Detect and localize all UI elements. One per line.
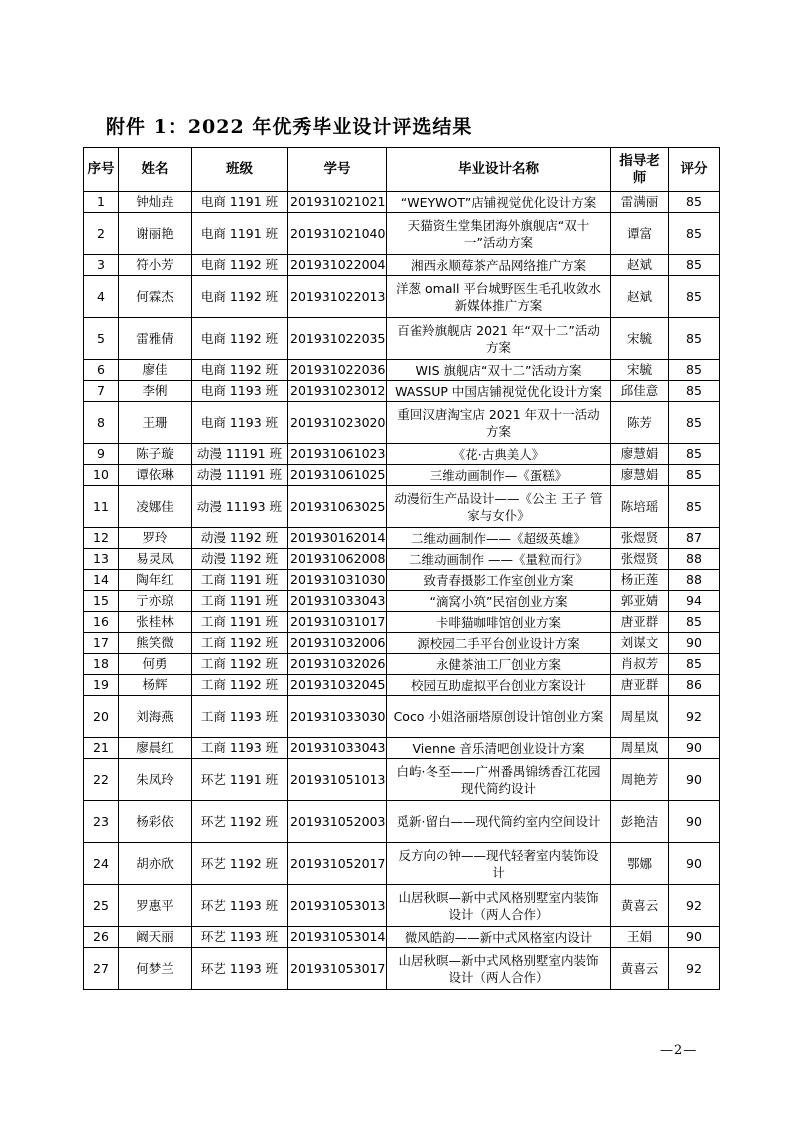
cell-class: 工商 1192 班 [192,654,288,675]
cell-project: 三维动画制作—《蛋糕》 [387,465,611,486]
table-row [84,444,720,465]
cell-student-id: 201931033030 [288,696,387,738]
cell-class: 工商 1192 班 [192,675,288,696]
cell-student-id: 201931053017 [288,948,387,990]
cell-score: 94 [669,591,720,612]
table-row [84,885,720,927]
cell-student-id: 201931022004 [288,255,387,276]
cell-seq: 16 [84,612,119,633]
cell-student-id: 201930162014 [288,528,387,549]
cell-name: 谭依琳 [119,465,192,486]
cell-project: WASSUP 中国店铺视觉优化设计方案 [387,381,611,402]
cell-advisor: 宋毓 [611,318,669,360]
cell-class: 电商 1192 班 [192,360,288,381]
cell-project: 白屿·冬至——广州番禺锦绣香江花园现代简约设计 [387,759,611,801]
cell-advisor: 陈芳 [611,402,669,444]
cell-score: 90 [669,633,720,654]
cell-score: 92 [669,948,720,990]
cell-class: 动漫 11191 班 [192,465,288,486]
cell-student-id: 201931022013 [288,276,387,318]
cell-score: 85 [669,276,720,318]
cell-student-id: 201931061025 [288,465,387,486]
table-row [84,192,720,213]
cell-student-id: 201931031017 [288,612,387,633]
cell-advisor: 周星岚 [611,738,669,759]
cell-student-id: 201931022035 [288,318,387,360]
cell-class: 环艺 1191 班 [192,759,288,801]
cell-name: 罗惠平 [119,885,192,927]
cell-class: 电商 1193 班 [192,402,288,444]
table-row [84,549,720,570]
table-row [84,759,720,801]
header-advisor: 指导老师 [611,148,669,192]
cell-name: 易灵凤 [119,549,192,570]
cell-advisor: 周艳芳 [611,759,669,801]
cell-project: 二维动画制作 ——《量粒而行》 [387,549,611,570]
cell-name: 何霖杰 [119,276,192,318]
cell-score: 85 [669,402,720,444]
cell-name: 陈子璇 [119,444,192,465]
table-row [84,927,720,948]
cell-seq: 26 [84,927,119,948]
cell-score: 90 [669,738,720,759]
cell-score: 88 [669,570,720,591]
table-row [84,360,720,381]
cell-name: 王珊 [119,402,192,444]
cell-score: 85 [669,318,720,360]
cell-advisor: 唐亚群 [611,675,669,696]
cell-project: 源校园二手平台创业设计方案 [387,633,611,654]
cell-advisor: 廖慧娟 [611,444,669,465]
table-row [84,528,720,549]
table-row [84,276,720,318]
cell-advisor: 彭艳洁 [611,801,669,843]
cell-seq: 15 [84,591,119,612]
cell-name: 亍亦琼 [119,591,192,612]
cell-project: 动漫衍生产品设计——《公主 王子 管家与女仆》 [387,486,611,528]
cell-class: 工商 1193 班 [192,696,288,738]
cell-score: 92 [669,885,720,927]
table-row [84,654,720,675]
cell-name: 杨彩依 [119,801,192,843]
cell-name: 熊笑微 [119,633,192,654]
table-header-row [84,148,720,192]
cell-name: 谢丽艳 [119,213,192,255]
cell-score: 85 [669,381,720,402]
cell-name: 李俐 [119,381,192,402]
cell-seq: 20 [84,696,119,738]
table-row [84,948,720,990]
cell-seq: 19 [84,675,119,696]
table-row [84,738,720,759]
cell-project: Coco 小姐洛丽塔原创设计馆创业方案 [387,696,611,738]
cell-project: 《花·古典美人》 [387,444,611,465]
cell-student-id: 201931062008 [288,549,387,570]
cell-seq: 3 [84,255,119,276]
table-row [84,213,720,255]
cell-name: 胡亦欣 [119,843,192,885]
cell-name: 杨辉 [119,675,192,696]
cell-seq: 11 [84,486,119,528]
cell-advisor: 周星岚 [611,696,669,738]
cell-project: 永健茶油工厂创业方案 [387,654,611,675]
cell-project: 天猫资生堂集团海外旗舰店“双十一”活动方案 [387,213,611,255]
cell-class: 环艺 1193 班 [192,927,288,948]
cell-advisor: 刘谋文 [611,633,669,654]
cell-student-id: 201931063025 [288,486,387,528]
cell-advisor: 邱佳意 [611,381,669,402]
cell-class: 环艺 1193 班 [192,885,288,927]
table-row [84,318,720,360]
table-row [84,570,720,591]
cell-advisor: 黄喜云 [611,948,669,990]
cell-score: 85 [669,360,720,381]
cell-class: 动漫 1192 班 [192,549,288,570]
cell-name: 何勇 [119,654,192,675]
cell-project: 致青春摄影工作室创业方案 [387,570,611,591]
cell-project: 山居秋暝—新中式风格别墅室内装饰设计（两人合作） [387,885,611,927]
cell-name: 阚天丽 [119,927,192,948]
cell-score: 92 [669,696,720,738]
cell-name: 符小芳 [119,255,192,276]
cell-class: 工商 1193 班 [192,738,288,759]
cell-score: 90 [669,759,720,801]
cell-name: 钟灿垚 [119,192,192,213]
cell-seq: 4 [84,276,119,318]
cell-name: 罗玲 [119,528,192,549]
cell-project: Vienne 音乐清吧创业设计方案 [387,738,611,759]
cell-student-id: 201931032006 [288,633,387,654]
cell-project: WIS 旗舰店“双十二”活动方案 [387,360,611,381]
header-project: 毕业设计名称 [387,148,611,192]
cell-class: 电商 1193 班 [192,381,288,402]
cell-project: 校园互助虚拟平台创业方案设计 [387,675,611,696]
table-row [84,612,720,633]
cell-name: 陶年红 [119,570,192,591]
cell-seq: 23 [84,801,119,843]
cell-name: 廖晨红 [119,738,192,759]
cell-seq: 17 [84,633,119,654]
cell-project: 微风皓韵——新中式风格室内设计 [387,927,611,948]
cell-student-id: 201931052003 [288,801,387,843]
header-seq: 序号 [84,148,119,192]
cell-seq: 22 [84,759,119,801]
cell-seq: 25 [84,885,119,927]
cell-class: 动漫 11191 班 [192,444,288,465]
cell-score: 85 [669,255,720,276]
cell-student-id: 201931061023 [288,444,387,465]
cell-student-id: 201931023012 [288,381,387,402]
cell-name: 雷雅倩 [119,318,192,360]
cell-name: 廖佳 [119,360,192,381]
table-row [84,381,720,402]
cell-seq: 2 [84,213,119,255]
cell-class: 电商 1192 班 [192,276,288,318]
cell-advisor: 谭富 [611,213,669,255]
cell-project: 卡啡猫咖啡馆创业方案 [387,612,611,633]
cell-project: 山居秋暝—新中式风格别墅室内装饰设计（两人合作） [387,948,611,990]
header-student-id: 学号 [288,148,387,192]
table-row [84,591,720,612]
cell-project: 湘西永顺莓茶产品网络推广方案 [387,255,611,276]
cell-student-id: 201931032026 [288,654,387,675]
header-score: 评分 [669,148,720,192]
cell-class: 工商 1191 班 [192,591,288,612]
cell-name: 张桂林 [119,612,192,633]
header-name: 姓名 [119,148,192,192]
cell-student-id: 201931021040 [288,213,387,255]
table-row [84,675,720,696]
page-title: 附件 1：2022 年优秀毕业设计评选结果 [106,116,473,138]
table-row [84,633,720,654]
cell-advisor: 黄喜云 [611,885,669,927]
cell-class: 环艺 1193 班 [192,948,288,990]
cell-project: 百雀羚旗舰店 2021 年“双十二”活动方案 [387,318,611,360]
cell-student-id: 201931051013 [288,759,387,801]
table-row [84,486,720,528]
cell-seq: 12 [84,528,119,549]
cell-project: 洋葱 omall 平台城野医生毛孔收敛水新媒体推广方案 [387,276,611,318]
cell-student-id: 201931022036 [288,360,387,381]
cell-project: 二维动画制作——《超级英雄》 [387,528,611,549]
cell-class: 动漫 11193 班 [192,486,288,528]
cell-seq: 13 [84,549,119,570]
cell-project: “WEYWOT”店铺视觉优化设计方案 [387,192,611,213]
cell-class: 环艺 1192 班 [192,801,288,843]
cell-class: 电商 1191 班 [192,213,288,255]
cell-student-id: 201931052017 [288,843,387,885]
cell-student-id: 201931021021 [288,192,387,213]
table-row [84,255,720,276]
cell-advisor: 廖慧娟 [611,465,669,486]
cell-seq: 9 [84,444,119,465]
cell-project: 觅新·留白——现代简约室内空间设计 [387,801,611,843]
cell-seq: 18 [84,654,119,675]
cell-advisor: 雷满丽 [611,192,669,213]
cell-student-id: 201931023020 [288,402,387,444]
cell-advisor: 赵斌 [611,255,669,276]
results-table [83,147,720,990]
cell-class: 工商 1192 班 [192,633,288,654]
cell-score: 85 [669,654,720,675]
cell-class: 电商 1192 班 [192,255,288,276]
cell-student-id: 201931053013 [288,885,387,927]
cell-name: 刘海燕 [119,696,192,738]
cell-student-id: 201931031030 [288,570,387,591]
cell-score: 90 [669,801,720,843]
cell-advisor: 张煜贤 [611,549,669,570]
table-row [84,801,720,843]
cell-seq: 1 [84,192,119,213]
cell-class: 动漫 1192 班 [192,528,288,549]
cell-class: 电商 1192 班 [192,318,288,360]
table-row [84,402,720,444]
cell-score: 87 [669,528,720,549]
header-class: 班级 [192,148,288,192]
cell-class: 工商 1191 班 [192,612,288,633]
cell-advisor: 王娟 [611,927,669,948]
cell-seq: 10 [84,465,119,486]
cell-seq: 5 [84,318,119,360]
cell-student-id: 201931033043 [288,591,387,612]
cell-seq: 27 [84,948,119,990]
cell-project: “滴窝小筑”民宿创业方案 [387,591,611,612]
cell-seq: 7 [84,381,119,402]
cell-student-id: 201931053014 [288,927,387,948]
cell-name: 凌娜佳 [119,486,192,528]
cell-seq: 8 [84,402,119,444]
cell-project: 重回汉唐淘宝店 2021 年双十一活动方案 [387,402,611,444]
cell-advisor: 鄂娜 [611,843,669,885]
cell-advisor: 杨正莲 [611,570,669,591]
cell-score: 85 [669,192,720,213]
cell-score: 85 [669,486,720,528]
cell-score: 85 [669,465,720,486]
page-number: —2— [660,1043,698,1058]
cell-score: 88 [669,549,720,570]
table-row [84,465,720,486]
cell-advisor: 陈培瑶 [611,486,669,528]
cell-advisor: 赵斌 [611,276,669,318]
cell-score: 86 [669,675,720,696]
cell-score: 90 [669,843,720,885]
cell-class: 环艺 1192 班 [192,843,288,885]
cell-score: 85 [669,213,720,255]
table-row [84,843,720,885]
cell-score: 90 [669,927,720,948]
cell-project: 反方向の钟——现代轻奢室内装饰设计 [387,843,611,885]
cell-seq: 14 [84,570,119,591]
cell-seq: 21 [84,738,119,759]
cell-advisor: 肖叔芳 [611,654,669,675]
cell-name: 何梦兰 [119,948,192,990]
table-row [84,696,720,738]
cell-class: 工商 1191 班 [192,570,288,591]
cell-score: 85 [669,444,720,465]
cell-name: 朱凤玲 [119,759,192,801]
cell-advisor: 宋毓 [611,360,669,381]
cell-advisor: 郭亚婧 [611,591,669,612]
cell-advisor: 唐亚群 [611,612,669,633]
cell-class: 电商 1191 班 [192,192,288,213]
cell-seq: 24 [84,843,119,885]
cell-score: 85 [669,612,720,633]
cell-student-id: 201931032045 [288,675,387,696]
cell-advisor: 张煜贤 [611,528,669,549]
cell-student-id: 201931033043 [288,738,387,759]
cell-seq: 6 [84,360,119,381]
